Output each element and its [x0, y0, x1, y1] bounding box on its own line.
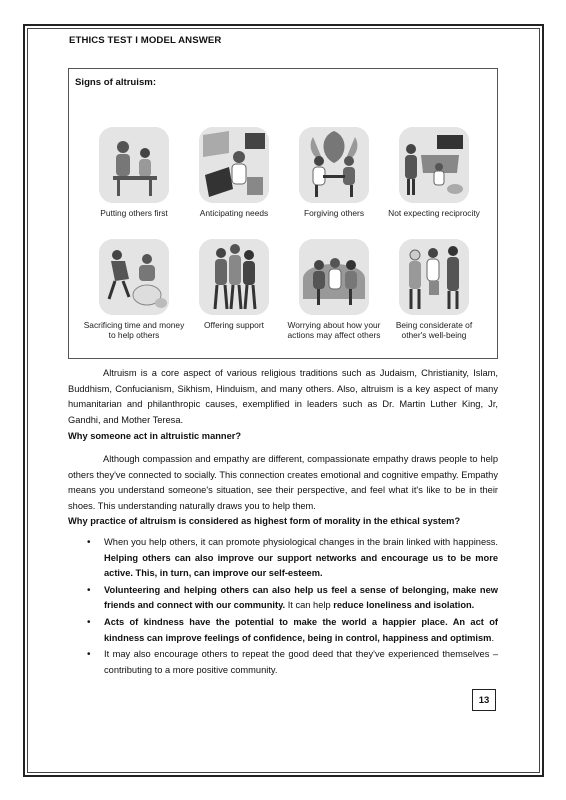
paragraph-altruism-traditions: Altruism is a core aspect of various religious traditions such as Judaism, Christianity, Islam, Buddhism, Confucianism, Sikhism, Hinduism, and many others. Also, altruism is a key aspect of many humanitarian and philanthropic causes, exemplified in leaders such as Dr. Martin Luther King, Jr, Gandhi, and Mother Teresa. [68, 368, 498, 425]
being-considerate-icon [399, 239, 469, 315]
card-not-expecting-reciprocity [383, 127, 485, 218]
bullet-text: It can help [285, 600, 334, 611]
bullet-text: When you help others, it can promote physiological changes in the brain linked with happiness. [104, 537, 498, 547]
signs-of-altruism-figure [68, 68, 498, 359]
card-label: Worrying about how your actions may affect others [287, 320, 381, 341]
forgiving-others-icon [299, 127, 369, 203]
card-label: Offering support [204, 320, 264, 330]
page-number: 13 [472, 689, 496, 711]
card-label: Not expecting reciprocity [388, 208, 480, 218]
card-offering-support [183, 239, 285, 330]
bullet-bold-text: Helping others can also improve our support networks and encourage us to be more active. This, in turn, can improve our self-esteem. [104, 552, 498, 579]
bullet-text: . [491, 632, 495, 643]
list-item [68, 615, 498, 646]
anticipating-needs-icon [199, 127, 269, 203]
benefits-list [68, 535, 498, 679]
card-forgiving-others [283, 127, 385, 218]
paragraph-compassionate-empathy: Although compassion and empathy are different, compassionate empathy draws people to help others they've connected to socially. This connection creates emotional and cognitive empathy. Empathy means you understand someone's situation, see their perspective, and feel what it's like to be in their shoes. This understanding naturally draws you to help them. [68, 454, 498, 511]
bullet-bold-text: Volunteering and helping others can also help us feel a sense of belonging, make new friends and connect with our community. [104, 584, 498, 611]
bullet-bold-text: reduce loneliness and isolation. [333, 600, 475, 611]
putting-others-first-icon [99, 127, 169, 203]
figure-title: Signs of altruism: [75, 77, 157, 88]
page-header-title: ETHICS TEST I MODEL ANSWER [69, 35, 222, 46]
list-item [68, 535, 498, 582]
card-label: Anticipating needs [199, 208, 269, 218]
not-expecting-reciprocity-icon [399, 127, 469, 203]
card-label: Putting others first [100, 208, 168, 218]
offering-support-icon [199, 239, 269, 315]
question-highest-morality: Why practice of altruism is considered as highest form of morality in the ethical system? [68, 516, 461, 526]
question-why-altruistic: Why someone act in altruistic manner? [68, 431, 242, 441]
sacrificing-time-icon [99, 239, 169, 315]
worrying-about-actions-icon [299, 239, 369, 315]
list-item [68, 583, 498, 614]
card-being-considerate [383, 239, 485, 341]
card-label: Being considerate of other's well-being [395, 320, 473, 341]
list-item [68, 647, 498, 678]
card-sacrificing-time [83, 239, 185, 341]
card-anticipating-needs [183, 127, 285, 218]
card-label: Forgiving others [303, 208, 365, 218]
card-worrying-about-actions [283, 239, 385, 341]
bullet-bold-text: Acts of kindness have the potential to make the world a happier place. An act of kindness can improve feelings of confidence, being in control, happiness and optimism [104, 616, 498, 643]
bullet-text: It may also encourage others to repeat the good deed that they've experienced themselves – contributing to a more positive community. [104, 649, 498, 675]
card-label: Sacrificing time and money to help others [83, 320, 185, 341]
card-putting-others-first [83, 127, 185, 218]
